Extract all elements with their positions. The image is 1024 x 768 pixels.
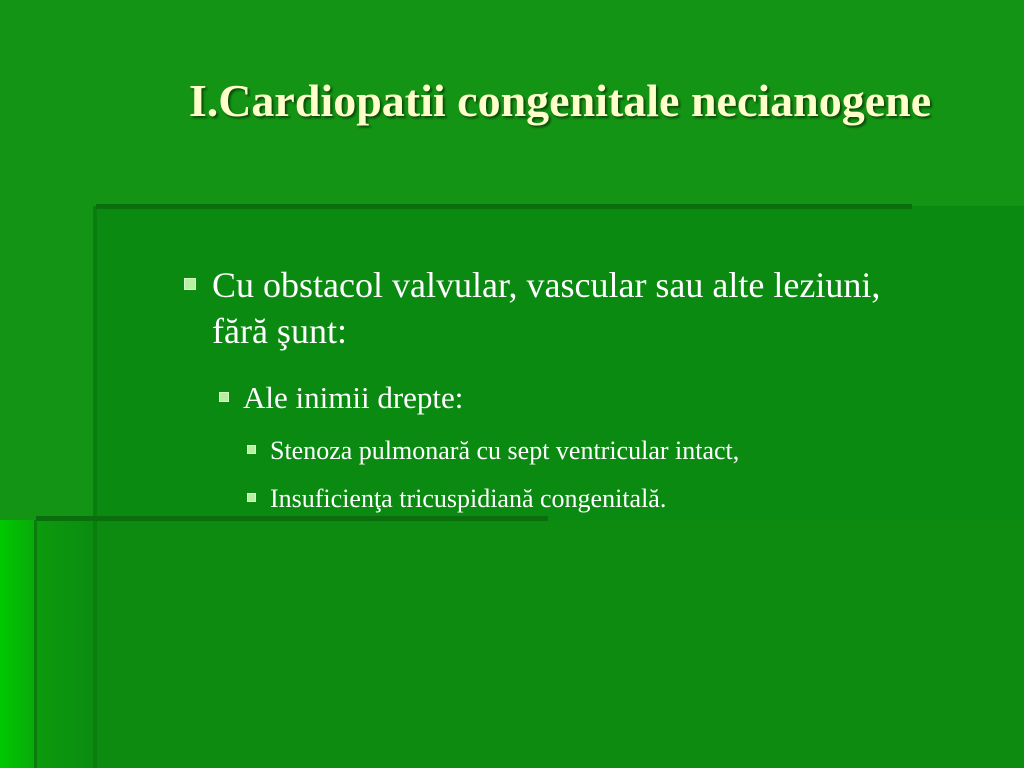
bullet-item-level-3: [247, 434, 947, 468]
bullet-item-level-3: [247, 482, 947, 516]
bullet-text: Ale inimii drepte:: [243, 380, 464, 415]
bullet-text: Cu obstacol valvular, vascular sau alte leziuni, fără şunt:: [212, 265, 881, 351]
square-bullet-icon: [184, 278, 196, 290]
bullet-item-level-1: [184, 262, 944, 354]
bullet-text: Insuficienţa tricuspidiană congenitală.: [270, 484, 667, 513]
square-bullet-icon: [247, 445, 256, 454]
bullet-text: Stenoza pulmonară cu sept ventricular intact,: [270, 436, 740, 465]
bullet-item-level-2: [219, 378, 939, 418]
slide-title: I.Cardiopatii congenitale necianogene: [188, 75, 932, 126]
square-bullet-icon: [247, 493, 256, 502]
square-bullet-icon: [219, 392, 229, 402]
